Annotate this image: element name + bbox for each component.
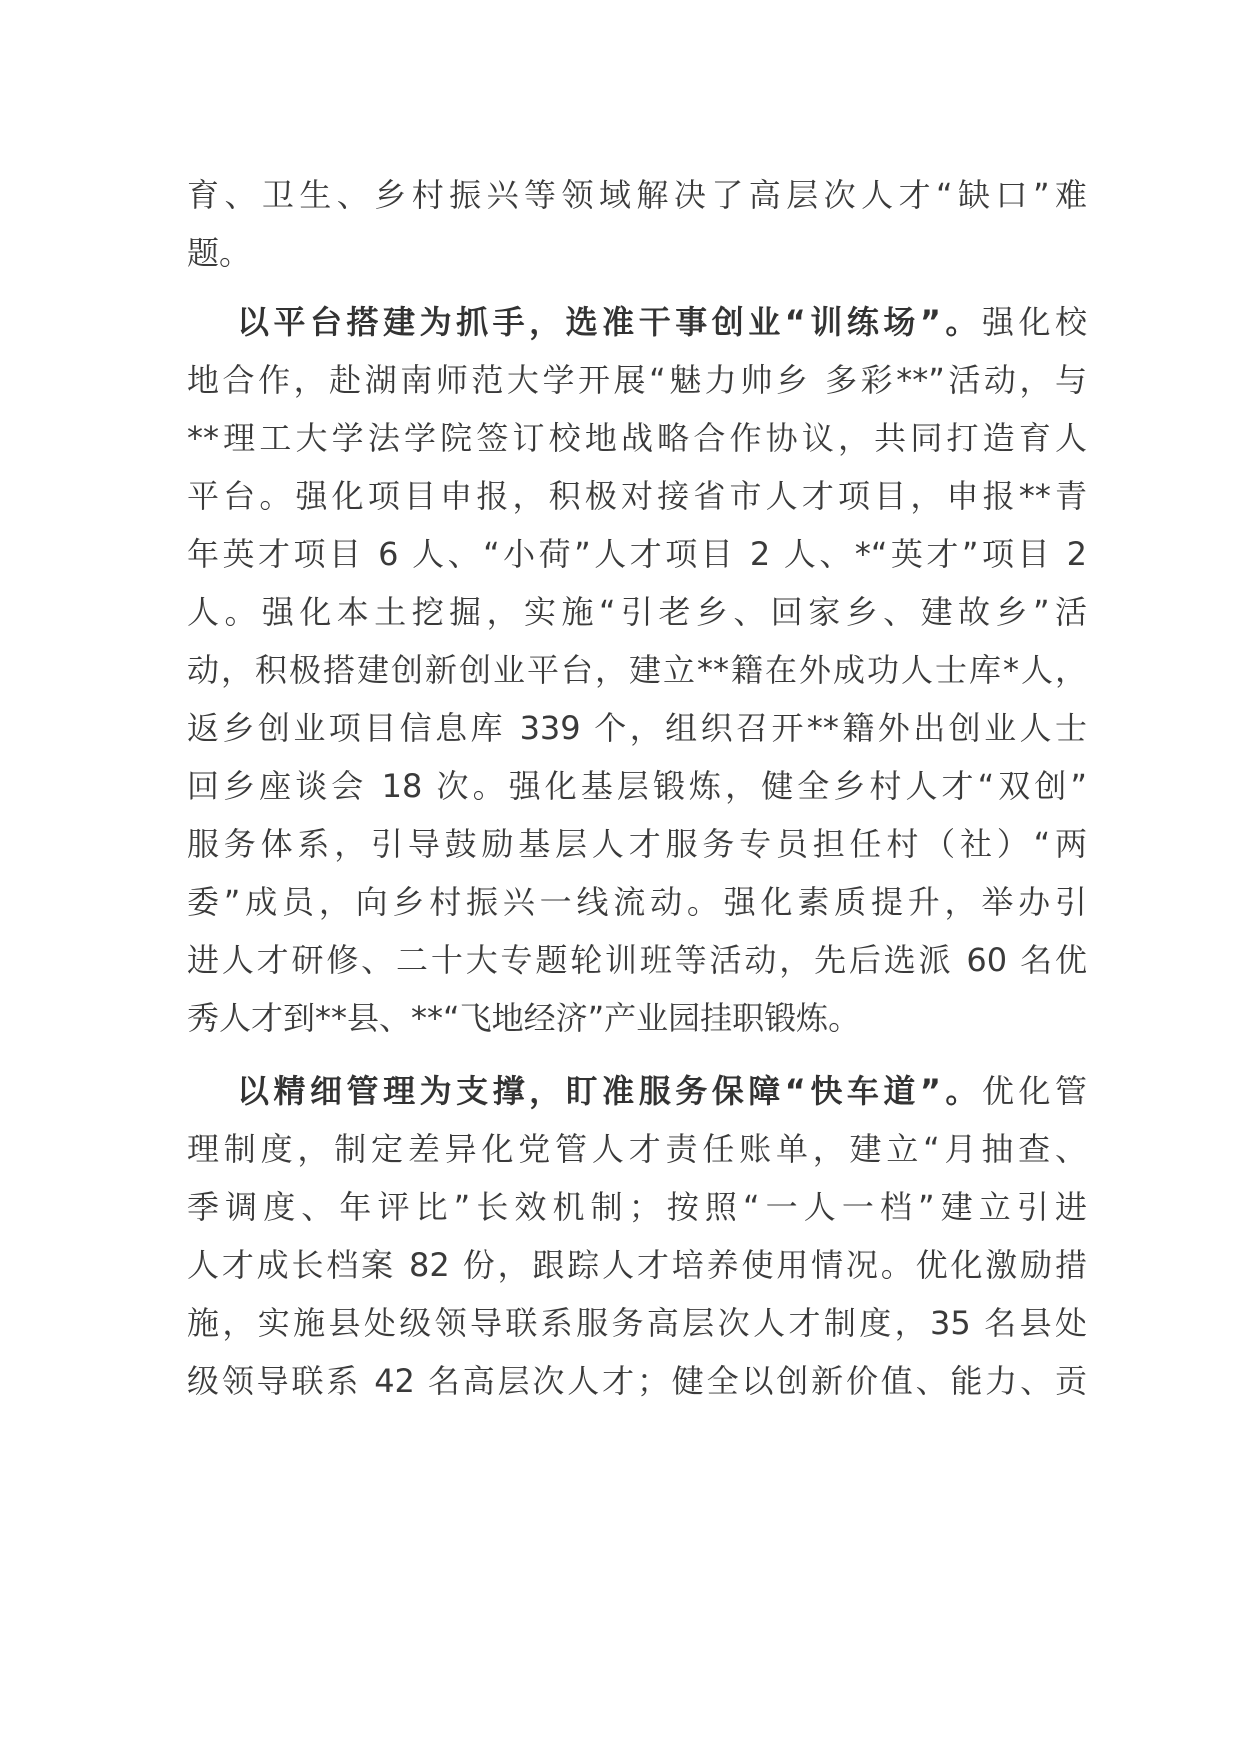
text-line: 秀人才到**县、**“飞地经济”产业园挂职锻炼。 (187, 999, 861, 1037)
text-line: 育、卫生、乡村振兴等领域解决了高层次人才“缺口”难 (187, 176, 1087, 214)
text-line: 进人才研修、二十大专题轮训班等活动，先后选派 60 名优 (187, 941, 1087, 979)
text-line: 年英才项目 6 人、“小荷”人才项目 2 人、*“英才”项目 2 (187, 535, 1087, 573)
paragraph-heading: 以精细管理为支撑，盯准服务保障“快车道”。 (237, 1072, 982, 1110)
text-line: 地合作，赴湖南师范大学开展“魅力帅乡 多彩**”活动，与 (187, 361, 1087, 399)
text-line: 题。 (187, 234, 252, 272)
text-line: 季调度、年评比”长效机制；按照“一人一档”建立引进 (187, 1188, 1087, 1226)
text-line: 返乡创业项目信息库 339 个，组织召开**籍外出创业人士 (187, 709, 1087, 747)
text-line: 理制度，制定差异化党管人才责任账单，建立“月抽查、 (187, 1130, 1087, 1168)
paragraph-heading: 以平台搭建为抓手，选准干事创业“训练场”。 (237, 303, 982, 341)
text-line: **理工大学法学院签订校地战略合作协议，共同打造育人 (187, 419, 1087, 457)
text-line: 平台。强化项目申报，积极对接省市人才项目，申报**青 (187, 477, 1087, 515)
text-line: 委”成员，向乡村振兴一线流动。强化素质提升，举办引 (187, 883, 1087, 921)
paragraph-first-line (237, 1059, 1087, 1123)
paragraph-first-line (237, 290, 1087, 354)
text-line: 回乡座谈会 18 次。强化基层锻炼，健全乡村人才“双创” (187, 767, 1087, 805)
paragraph-text: 强化校 (981, 303, 1087, 341)
paragraph-text: 优化管 (981, 1072, 1087, 1110)
text-line: 动，积极搭建创新创业平台，建立**籍在外成功人士库*人， (187, 651, 1087, 689)
text-line: 人才成长档案 82 份，跟踪人才培养使用情况。优化激励措 (187, 1246, 1087, 1284)
text-line: 服务体系，引导鼓励基层人才服务专员担任村（社）“两 (187, 825, 1087, 863)
text-line: 施，实施县处级领导联系服务高层次人才制度，35 名县处 (187, 1304, 1087, 1342)
text-line: 人。强化本土挖掘，实施“引老乡、回家乡、建故乡”活 (187, 593, 1087, 631)
text-line: 级领导联系 42 名高层次人才；健全以创新价值、能力、贡 (187, 1362, 1087, 1400)
